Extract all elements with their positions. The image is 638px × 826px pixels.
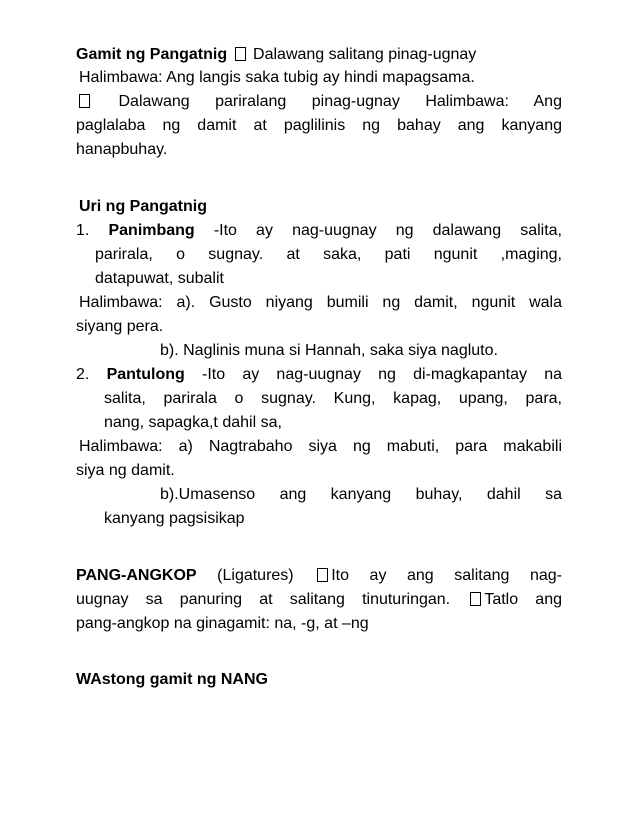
panimbang-example-b: b). Naglinis muna si Hannah, saka siya nagluto. [160,342,498,359]
pangangkop-line3: pang-angkop na ginagamit: na, -g, at –ng [76,615,369,632]
pangangkop-line1: PANG-ANGKOP (Ligatures) Ito ay ang salitang nag- [76,567,562,584]
pantulong-line1: 2. Pantulong -Ito ay nag-uugnay ng di-magkapantay na [76,366,563,383]
pantulong-example-a2: siya ng damit. [76,462,175,479]
panimbang-line2: parirala, o sugnay. at saka, pati ngunit ,maging, [95,246,562,263]
pantulong-line2: salita, parirala o sugnay. Kung, kapag, upang, para, [104,390,562,407]
heading-gamit: Gamit ng Pangatnig [76,46,228,63]
panimbang-example-a: Halimbawa: a). Gusto niyang bumili ng damit, ngunit wala [79,294,562,311]
panimbang-line3: datapuwat, subalit [95,270,224,287]
bullet-box-icon [470,592,481,606]
panimbang-example-a2: siyang pera. [76,318,164,335]
pantulong-example-a: Halimbawa: a) Nagtrabaho siya ng mabuti, para makabili [79,438,562,455]
example-1: Halimbawa: Ang langis saka tubig ay hindi mapagsama. [79,69,475,86]
bullet-box-icon [317,568,328,582]
pangangkop-line2: uugnay sa panuring at salitang tinuturingan. Tatlo ang [76,591,563,608]
line-item2-c: hanapbuhay. [76,141,168,158]
pantulong-example-b2: kanyang pagsisikap [104,510,245,527]
heading-wastong: WAstong gamit ng NANG [76,671,268,688]
bullet-box-icon [235,47,246,61]
pantulong-example-b1: b).Umasenso ang kanyang buhay, dahil sa [160,486,562,503]
panimbang-line1: 1. Panimbang -Ito ay nag-uugnay ng dalawang salita, [76,222,563,239]
line-gamit [76,44,476,66]
heading-uri: Uri ng Pangatnig [79,198,207,215]
bullet-box-icon [79,94,90,108]
pantulong-line3: nang, sapagka,t dahil sa, [104,414,282,431]
line-item2: Dalawang pariralang pinag-ugnay Halimbawa: Ang [76,91,562,113]
line-item2-b: paglalaba ng damit at paglilinis ng bahay ang kanyang [76,117,562,134]
text: Dalawang salitang pinag-ugnay [253,46,477,63]
